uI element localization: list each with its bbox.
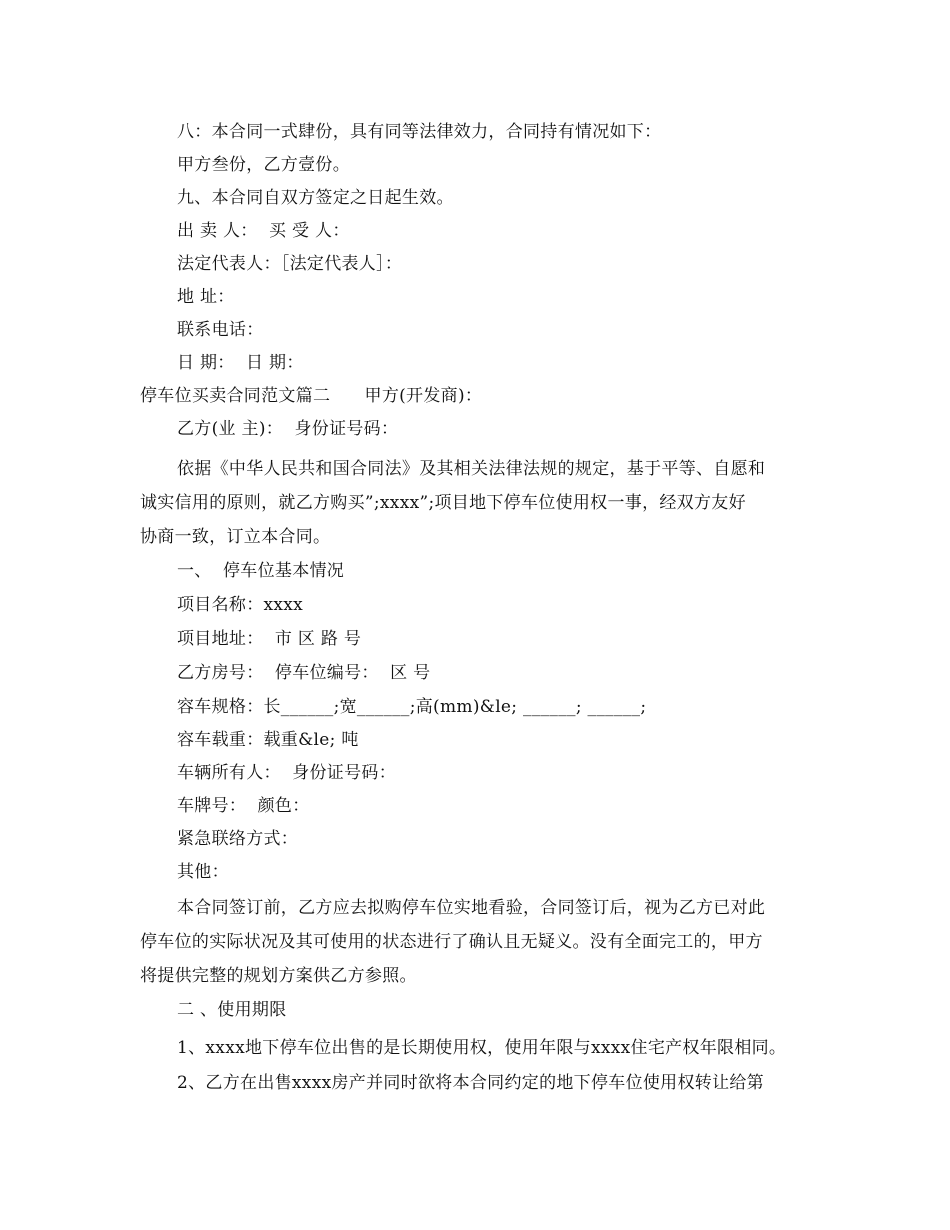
vehicle-spec-line: 容车规格：长______;宽______;高(mm)&le; ______; ______; bbox=[177, 697, 647, 717]
emergency-contact-line: 紧急联络方式： bbox=[177, 829, 299, 849]
section-1-heading: 一、 停车位基本情况 bbox=[177, 561, 345, 581]
preamble-line-3: 协商一致，订立本合同。 bbox=[140, 527, 331, 547]
section-2-heading: 二 、使用期限 bbox=[177, 1000, 287, 1020]
term-item-2: 2、乙方在出售xxxx房产并同时欲将本合同约定的地下停车位使用权转让给第 bbox=[177, 1073, 764, 1093]
vehicle-owner-line: 车辆所有人： 身份证号码： bbox=[177, 763, 397, 783]
vehicle-load-line: 容车载重：载重&le; 吨 bbox=[177, 730, 359, 750]
inspection-line-1: 本合同签订前，乙方应去拟购停车位实地看验，合同签订后，视为乙方已对此 bbox=[177, 898, 766, 918]
plate-color-line: 车牌号： 颜色： bbox=[177, 796, 310, 816]
inspection-line-2: 停车位的实际状况及其可使用的状态进行了确认且无疑义。没有全面完工的，甲方 bbox=[140, 932, 763, 952]
address-line: 地 址： bbox=[177, 287, 235, 307]
legal-rep-line: 法定代表人：［法定代表人］： bbox=[177, 254, 403, 274]
date-line: 日 期： 日 期： bbox=[177, 353, 304, 373]
inspection-line-3: 将提供完整的规划方案供乙方参照。 bbox=[140, 966, 417, 986]
term-item-1: 1、xxxx地下停车位出售的是长期使用权，使用年限与xxxx住宅产权年限相同。 bbox=[177, 1038, 787, 1058]
preamble-line-2: 诚实信用的原则，就乙方购买”;xxxx”;项目地下停车位使用权一事，经双方友好 bbox=[140, 493, 746, 513]
seller-buyer-line: 出 卖 人： 买 受 人： bbox=[177, 221, 350, 241]
room-number-line: 乙方房号： 停车位编号： 区 号 bbox=[177, 663, 431, 683]
clause-8-text: 八：本合同一式肆份，具有同等法律效力，合同持有情况如下： bbox=[177, 122, 662, 142]
preamble-line-1: 依据《中华人民共和国合同法》及其相关法律法规的规定，基于平等、自愿和 bbox=[177, 459, 766, 479]
other-line: 其他： bbox=[177, 862, 229, 882]
party-b-line: 乙方(业 主)： 身份证号码： bbox=[177, 419, 399, 439]
phone-line: 联系电话： bbox=[177, 320, 264, 340]
section-heading-line: 停车位买卖合同范文篇二 甲方(开发商)： bbox=[140, 386, 483, 406]
copies-distribution-text: 甲方叁份，乙方壹份。 bbox=[177, 155, 350, 175]
project-name-line: 项目名称：xxxx bbox=[177, 595, 304, 615]
clause-9-text: 九、本合同自双方签定之日起生效。 bbox=[177, 188, 454, 208]
project-address-line: 项目地址： 市 区 路 号 bbox=[177, 629, 362, 649]
